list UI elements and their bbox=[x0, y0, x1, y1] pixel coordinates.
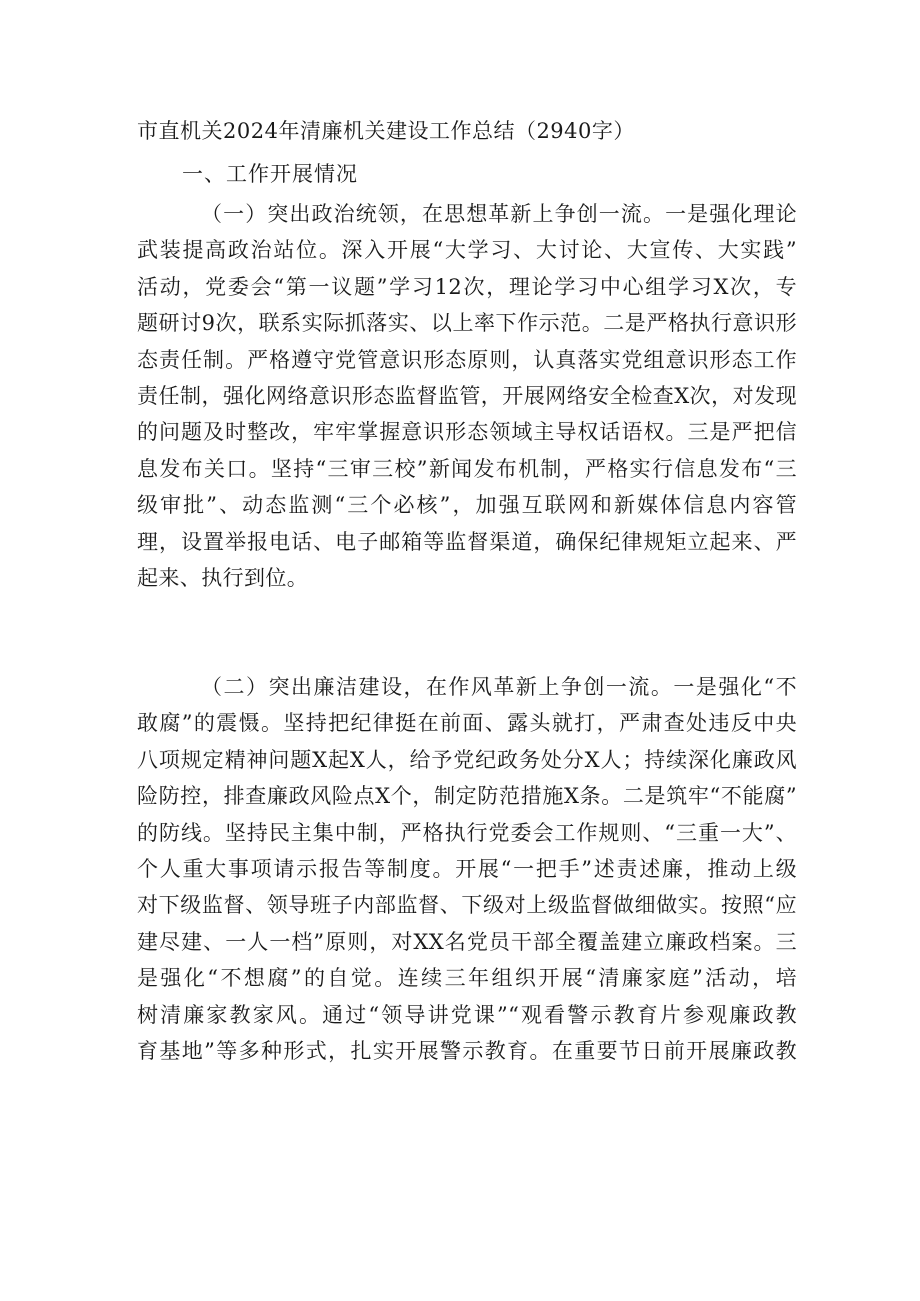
paragraph-line: 险防控，排查廉政风险点X个，制定防范措施X条。二是筑牢“不能腐” bbox=[137, 784, 797, 809]
paragraph-line: 是强化“不想腐”的自觉。连续三年组织开展“清廉家庭”活动，培 bbox=[137, 966, 797, 991]
paragraph-line: 理，设置举报电话、电子邮箱等监督渠道，确保纪律规矩立起来、严 bbox=[137, 529, 797, 554]
paragraph-political-leadership bbox=[137, 196, 797, 596]
paragraph-line: 树清廉家教家风。通过“领导讲党课”“观看警示教育片参观廉政教 bbox=[137, 1002, 797, 1027]
paragraph-line: 责任制，强化网络意识形态监督监管，开展网络安全检查X次，对发现 bbox=[137, 383, 797, 408]
paragraph-line: 敢腐”的震慑。坚持把纪律挺在前面、露头就打，严肃查处违反中央 bbox=[137, 711, 797, 736]
paragraph-line: 态责任制。严格遵守党管意识形态原则，认真落实党组意识形态工作 bbox=[137, 347, 797, 372]
paragraph-line: 对下级监督、领导班子内部监督、下级对上级监督做细做实。按照“应 bbox=[137, 893, 797, 918]
paragraph-line: 起来、执行到位。 bbox=[137, 565, 309, 590]
paragraph-line: 武装提高政治站位。深入开展“大学习、大讨论、大宣传、大实践” bbox=[137, 238, 797, 263]
paragraph-line: （二）突出廉洁建设，在作风革新上争创一流。一是强化“不 bbox=[201, 675, 797, 699]
paragraph-line: 活动，党委会“第一议题”学习12次，理论学习中心组学习X次，专 bbox=[137, 274, 797, 299]
paragraph-integrity-building bbox=[137, 669, 797, 1069]
paragraph-line: 八项规定精神问题X起X人，给予党纪政务处分X人；持续深化廉政风 bbox=[137, 747, 797, 772]
paragraph-line: 级审批”、动态监测“三个必核”，加强互联网和新媒体信息内容管 bbox=[137, 493, 797, 518]
paragraph-line: 育基地”等多种形式，扎实开展警示教育。在重要节日前开展廉政教 bbox=[137, 1038, 797, 1063]
paragraph-line: 的问题及时整改，牢牢掌握意识形态领域主导权话语权。三是严把信 bbox=[137, 420, 797, 445]
section-heading: 一、工作开展情况 bbox=[182, 162, 358, 186]
paragraph-line: （一）突出政治统领，在思想革新上争创一流。一是强化理论 bbox=[201, 202, 797, 226]
paragraph-line: 息发布关口。坚持“三审三校”新闻发布机制，严格实行信息发布“三 bbox=[137, 456, 797, 481]
paragraph-line: 的防线。坚持民主集中制，严格执行党委会工作规则、“三重一大”、 bbox=[137, 820, 797, 845]
paragraph-line: 个人重大事项请示报告等制度。开展“一把手”述责述廉，推动上级 bbox=[137, 856, 797, 881]
document-title: 市直机关2024年清廉机关建设工作总结（2940字） bbox=[137, 119, 635, 143]
paragraph-line: 建尽建、一人一档”原则，对XX名党员干部全覆盖建立廉政档案。三 bbox=[137, 929, 797, 954]
paragraph-line: 题研讨9次，联系实际抓落实、以上率下作示范。二是严格执行意识形 bbox=[137, 311, 797, 336]
